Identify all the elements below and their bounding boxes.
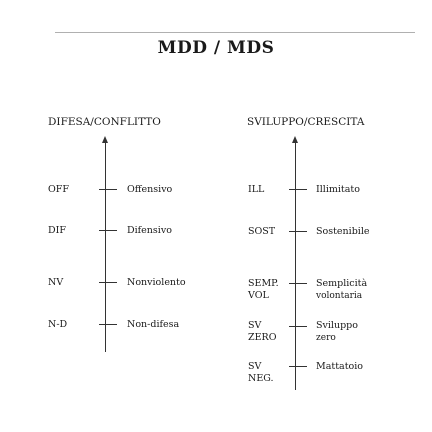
right-axis [295,142,296,390]
right-code-sv-neg: SV [248,361,262,372]
right-code-neg: NEG. [248,373,274,384]
top-rule [55,32,415,33]
right-label-volontaria: volontaria [316,291,363,301]
right-code-ill: ILL [248,184,265,195]
right-label-zero: zero [316,333,336,343]
right-tick-semp [289,283,307,284]
right-code-semp: SEMP. [248,278,279,289]
left-tick-nd [99,324,117,325]
left-tick-off [99,189,117,190]
left-tick-nv [99,282,117,283]
right-code-zero: ZERO [248,332,277,343]
right-label-sost: Sostenibile [316,226,370,237]
right-tick-ill [289,189,307,190]
right-label-ill: Illimitato [316,184,360,195]
left-label-nd: Non-difesa [127,319,180,330]
right-code-sv-zero: SV [248,320,262,331]
right-label-mattatoio: Mattatoio [316,361,363,372]
left-header: DIFESA/CONFLITTO [48,116,161,128]
left-label-nv: Nonviolento [127,277,186,288]
left-label-off: Offensivo [127,184,173,195]
left-axis [105,142,106,352]
right-label-semplicita: Semplicità [316,278,368,289]
right-tick-sost [289,231,307,232]
left-code-nd: N-D [48,319,68,330]
left-tick-dif [99,230,117,231]
left-code-nv: NV [48,277,64,288]
right-tick-svneg [289,366,307,367]
diagram-title: MDD / MDS [157,38,275,58]
right-code-vol: VOL [248,290,269,301]
right-label-sviluppo: Sviluppo [316,320,358,331]
left-code-dif: DIF [48,225,66,236]
right-tick-svzero [289,326,307,327]
right-code-sost: SOST [248,226,276,237]
right-header: SVILUPPO/CRESCITA [247,116,365,128]
left-code-off: OFF [48,184,69,195]
left-label-dif: Difensivo [127,225,172,236]
